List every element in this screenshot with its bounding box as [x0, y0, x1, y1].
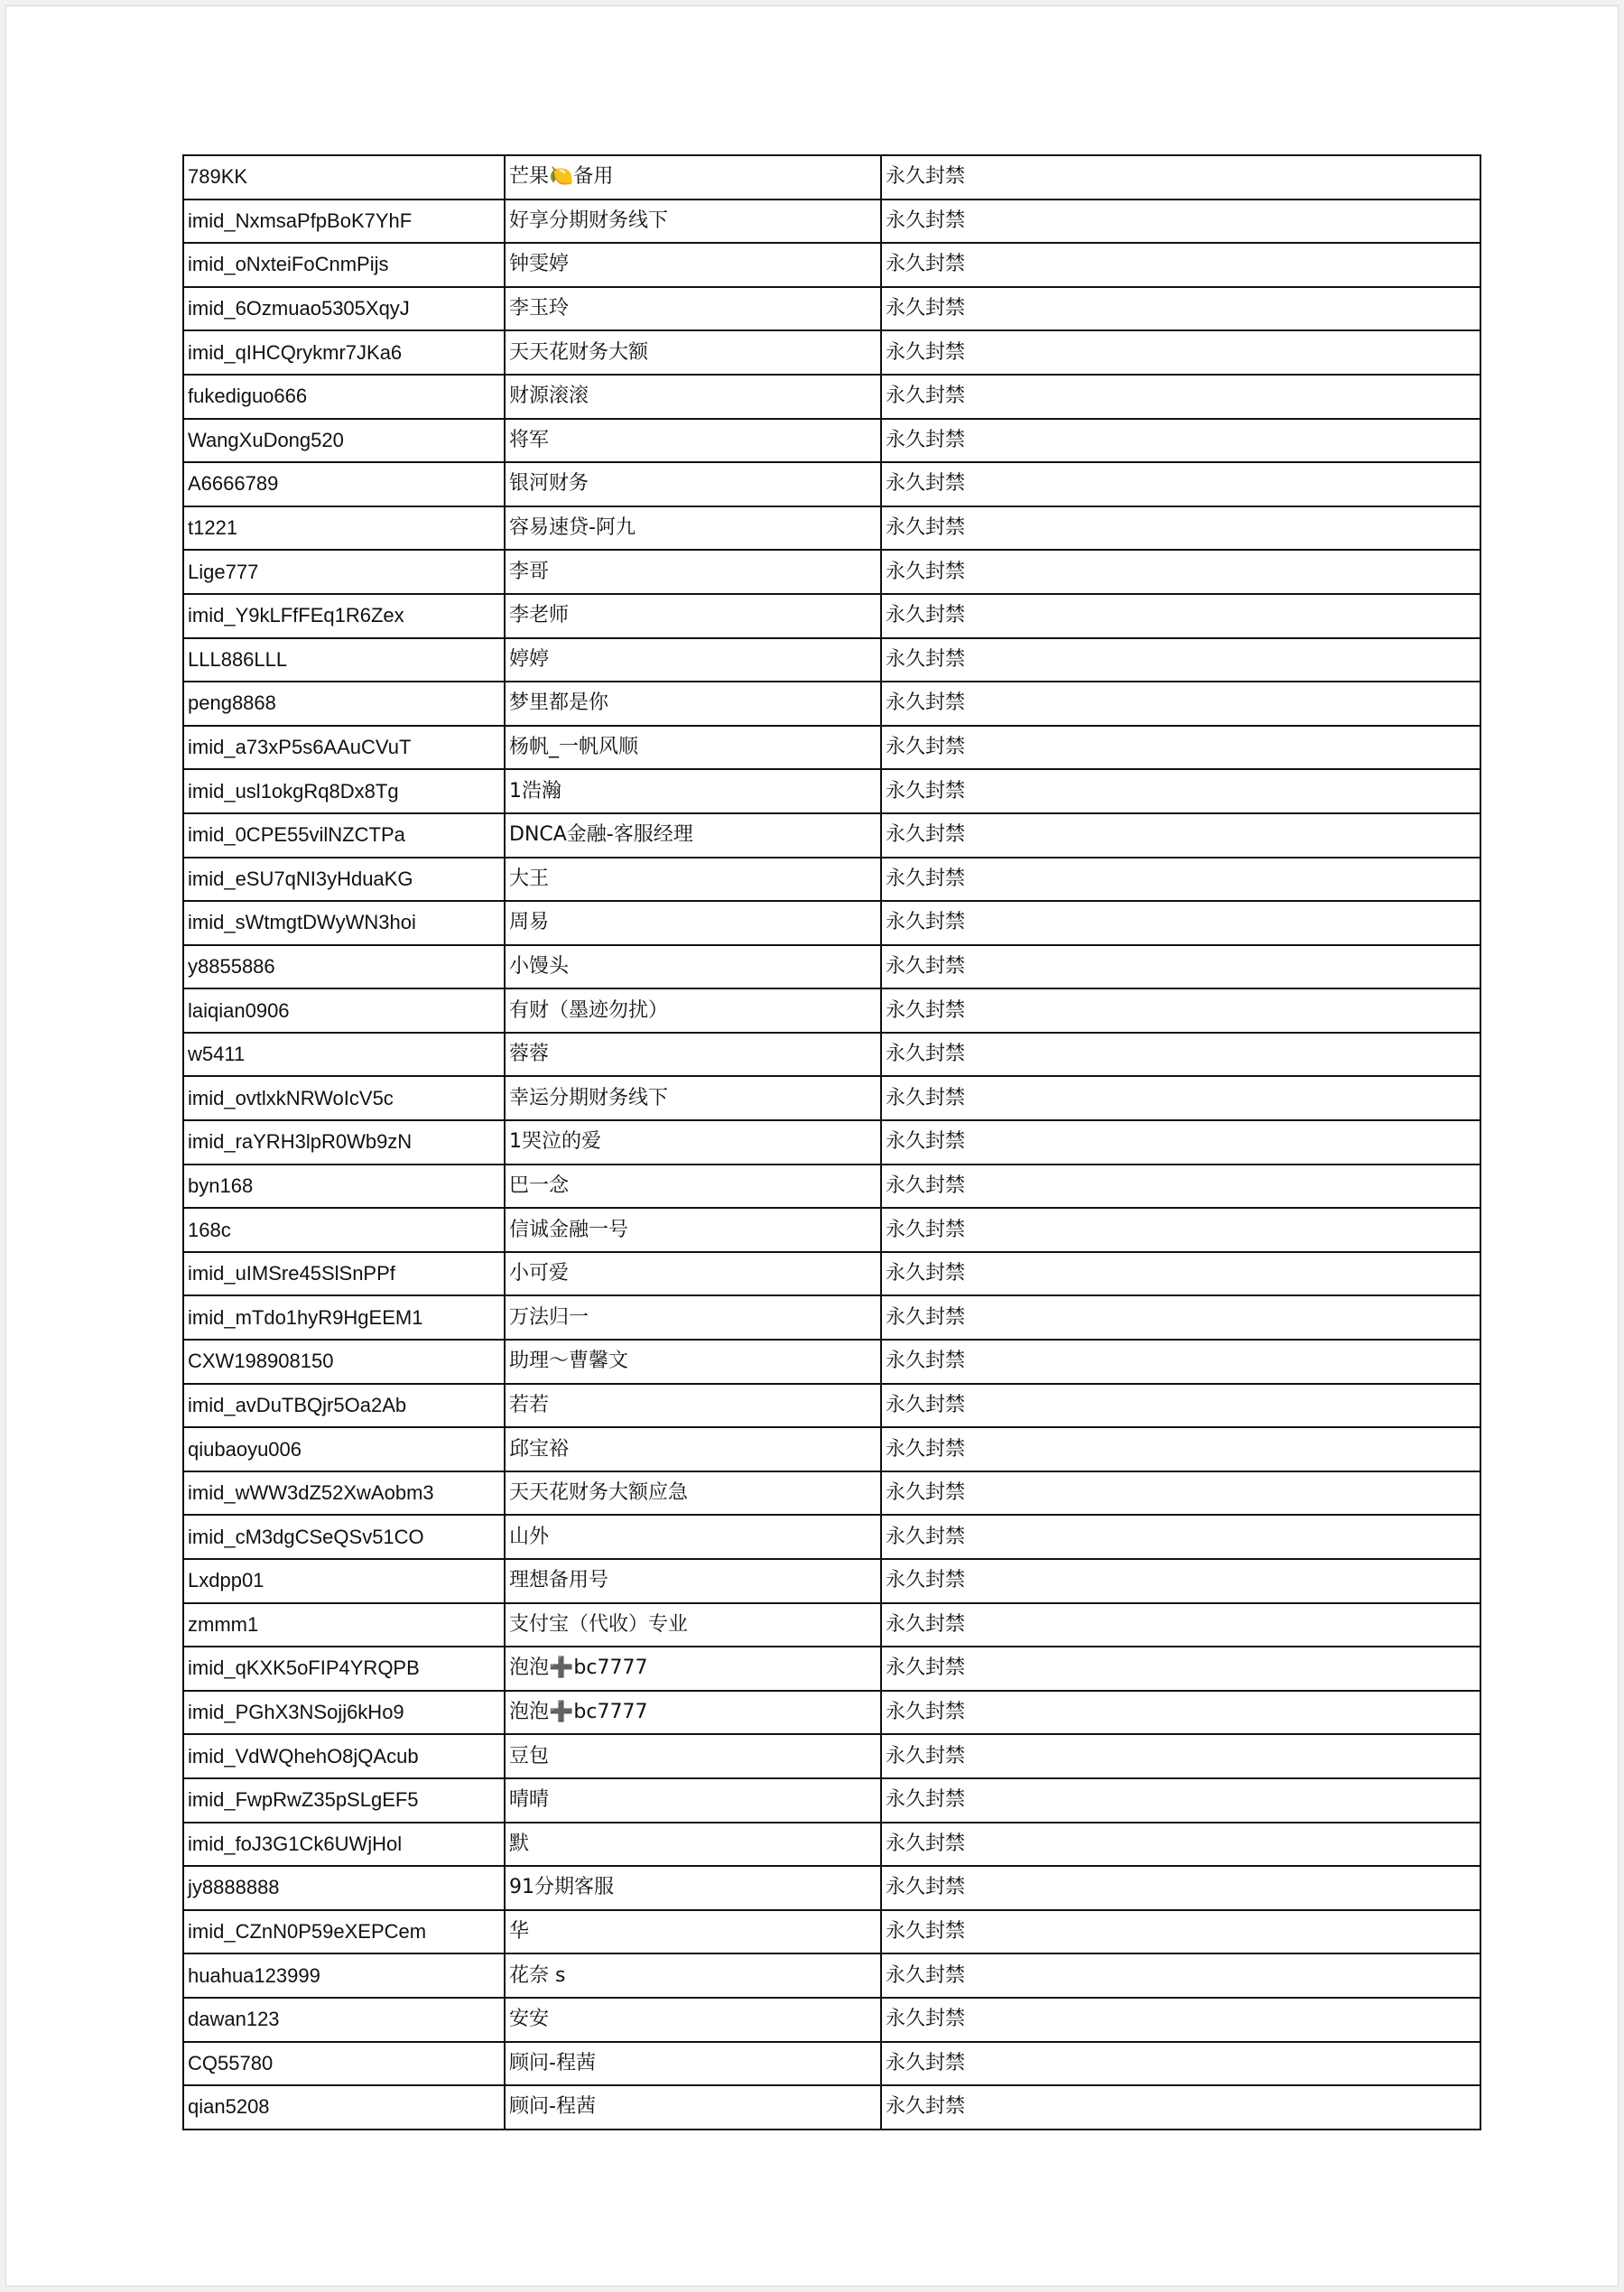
nickname-cell: 芒果🍋备用	[505, 155, 881, 200]
table-row	[183, 901, 1480, 945]
table-row	[183, 769, 1480, 813]
username-cell: CXW198908150	[183, 1340, 505, 1384]
username-cell: Lige777	[183, 550, 505, 594]
table-row	[183, 1208, 1480, 1252]
status-cell: 永久封禁	[881, 1778, 1480, 1823]
username-cell: LLL886LLL	[183, 638, 505, 682]
table-row	[183, 813, 1480, 858]
table-row	[183, 2042, 1480, 2086]
username-cell: imid_0CPE55vilNZCTPa	[183, 813, 505, 858]
username-cell: imid_CZnN0P59eXEPCem	[183, 1910, 505, 1954]
status-cell: 永久封禁	[881, 462, 1480, 506]
status-cell: 永久封禁	[881, 375, 1480, 419]
username-cell: jy8888888	[183, 1866, 505, 1910]
table-row	[183, 155, 1480, 200]
status-cell: 永久封禁	[881, 1910, 1480, 1954]
status-cell: 永久封禁	[881, 1647, 1480, 1691]
table-row	[183, 594, 1480, 638]
nickname-cell: 天天花财务大额应急	[505, 1471, 881, 1516]
username-cell: fukediguo666	[183, 375, 505, 419]
nickname-cell: 财源滚滚	[505, 375, 881, 419]
table-row	[183, 1734, 1480, 1778]
nickname-cell: 支付宝（代收）专业	[505, 1603, 881, 1647]
username-cell: imid_usl1okgRq8Dx8Tg	[183, 769, 505, 813]
nickname-cell: 安安	[505, 1998, 881, 2042]
status-cell: 永久封禁	[881, 1953, 1480, 1998]
table-row	[183, 462, 1480, 506]
status-cell: 永久封禁	[881, 1340, 1480, 1384]
status-cell: 永久封禁	[881, 1427, 1480, 1471]
status-cell: 永久封禁	[881, 287, 1480, 331]
nickname-cell: 91分期客服	[505, 1866, 881, 1910]
nickname-cell: 邱宝裕	[505, 1427, 881, 1471]
table-row	[183, 330, 1480, 375]
status-cell: 永久封禁	[881, 1295, 1480, 1340]
status-cell: 永久封禁	[881, 1165, 1480, 1209]
username-cell: imid_Y9kLFfFEq1R6Zex	[183, 594, 505, 638]
username-cell: t1221	[183, 506, 505, 551]
table-row	[183, 1471, 1480, 1516]
status-cell: 永久封禁	[881, 506, 1480, 551]
nickname-cell: 小可爱	[505, 1252, 881, 1296]
username-cell: imid_FwpRwZ35pSLgEF5	[183, 1778, 505, 1823]
status-cell: 永久封禁	[881, 726, 1480, 770]
username-cell: CQ55780	[183, 2042, 505, 2086]
table-row	[183, 1384, 1480, 1428]
username-cell: byn168	[183, 1165, 505, 1209]
table-row	[183, 1691, 1480, 1735]
table-row	[183, 243, 1480, 287]
table-row	[183, 375, 1480, 419]
nickname-cell: 小馒头	[505, 945, 881, 989]
nickname-cell: 银河财务	[505, 462, 881, 506]
username-cell: imid_mTdo1hyR9HgEEM1	[183, 1295, 505, 1340]
status-cell: 永久封禁	[881, 1603, 1480, 1647]
username-cell: WangXuDong520	[183, 419, 505, 463]
nickname-cell: 1哭泣的爱	[505, 1120, 881, 1165]
table-row	[183, 1866, 1480, 1910]
username-cell: y8855886	[183, 945, 505, 989]
nickname-cell: 杨帆_一帆风顺	[505, 726, 881, 770]
table-row	[183, 287, 1480, 331]
username-cell: imid_sWtmgtDWyWN3hoi	[183, 901, 505, 945]
status-cell: 永久封禁	[881, 550, 1480, 594]
table-row	[183, 638, 1480, 682]
nickname-cell: 婷婷	[505, 638, 881, 682]
table-row	[183, 1252, 1480, 1296]
nickname-cell: 豆包	[505, 1734, 881, 1778]
nickname-cell: 1浩瀚	[505, 769, 881, 813]
table-row	[183, 2085, 1480, 2130]
status-cell: 永久封禁	[881, 858, 1480, 902]
nickname-cell: 若若	[505, 1384, 881, 1428]
table-row	[183, 550, 1480, 594]
username-cell: imid_6Ozmuao5305XqyJ	[183, 287, 505, 331]
table-row	[183, 1823, 1480, 1867]
status-cell: 永久封禁	[881, 1515, 1480, 1559]
username-cell: 168c	[183, 1208, 505, 1252]
nickname-cell: 顾问-程茜	[505, 2085, 881, 2130]
username-cell: imid_qKXK5oFIP4YRQPB	[183, 1647, 505, 1691]
table-row	[183, 945, 1480, 989]
nickname-cell: 李老师	[505, 594, 881, 638]
username-cell: Lxdpp01	[183, 1559, 505, 1603]
table-row	[183, 682, 1480, 726]
table-row	[183, 1340, 1480, 1384]
status-cell: 永久封禁	[881, 1734, 1480, 1778]
table-row	[183, 726, 1480, 770]
username-cell: imid_ovtlxkNRWoIcV5c	[183, 1076, 505, 1120]
ban-list-body	[183, 155, 1480, 2130]
username-cell: qian5208	[183, 2085, 505, 2130]
document-page	[5, 5, 1619, 2287]
nickname-cell: 顾问-程茜	[505, 2042, 881, 2086]
status-cell: 永久封禁	[881, 682, 1480, 726]
status-cell: 永久封禁	[881, 1076, 1480, 1120]
username-cell: imid_cM3dgCSeQSv51CO	[183, 1515, 505, 1559]
table-row	[183, 1165, 1480, 1209]
status-cell: 永久封禁	[881, 1866, 1480, 1910]
username-cell: imid_VdWQhehO8jQAcub	[183, 1734, 505, 1778]
status-cell: 永久封禁	[881, 594, 1480, 638]
username-cell: imid_oNxteiFoCnmPijs	[183, 243, 505, 287]
nickname-cell: 钟雯婷	[505, 243, 881, 287]
status-cell: 永久封禁	[881, 419, 1480, 463]
nickname-cell: 将军	[505, 419, 881, 463]
nickname-cell: 李哥	[505, 550, 881, 594]
nickname-cell: 梦里都是你	[505, 682, 881, 726]
table-row	[183, 506, 1480, 551]
status-cell: 永久封禁	[881, 200, 1480, 244]
nickname-cell: 有财（墨迹勿扰）	[505, 988, 881, 1033]
username-cell: laiqian0906	[183, 988, 505, 1033]
username-cell: imid_avDuTBQjr5Oa2Ab	[183, 1384, 505, 1428]
status-cell: 永久封禁	[881, 769, 1480, 813]
status-cell: 永久封禁	[881, 813, 1480, 858]
table-row	[183, 1427, 1480, 1471]
table-row	[183, 1953, 1480, 1998]
table-row	[183, 1515, 1480, 1559]
status-cell: 永久封禁	[881, 2042, 1480, 2086]
table-row	[183, 1998, 1480, 2042]
nickname-cell: 信诚金融一号	[505, 1208, 881, 1252]
table-row	[183, 858, 1480, 902]
username-cell: imid_uIMSre45SlSnPPf	[183, 1252, 505, 1296]
table-row	[183, 1559, 1480, 1603]
nickname-cell: 周易	[505, 901, 881, 945]
status-cell: 永久封禁	[881, 638, 1480, 682]
status-cell: 永久封禁	[881, 945, 1480, 989]
status-cell: 永久封禁	[881, 1384, 1480, 1428]
nickname-cell: 李玉玲	[505, 287, 881, 331]
nickname-cell: 泡泡➕bc7777	[505, 1691, 881, 1735]
status-cell: 永久封禁	[881, 1208, 1480, 1252]
nickname-cell: 助理～曹馨文	[505, 1340, 881, 1384]
username-cell: imid_foJ3G1Ck6UWjHol	[183, 1823, 505, 1867]
table-row	[183, 1603, 1480, 1647]
table-row	[183, 1076, 1480, 1120]
table-row	[183, 988, 1480, 1033]
username-cell: dawan123	[183, 1998, 505, 2042]
table-row	[183, 1033, 1480, 1077]
username-cell: imid_raYRH3lpR0Wb9zN	[183, 1120, 505, 1165]
nickname-cell: 容易速贷-阿九	[505, 506, 881, 551]
nickname-cell: 好享分期财务线下	[505, 200, 881, 244]
nickname-cell: 花奈 s	[505, 1953, 881, 1998]
table-row	[183, 1647, 1480, 1691]
nickname-cell: 默	[505, 1823, 881, 1867]
username-cell: peng8868	[183, 682, 505, 726]
nickname-cell: 华	[505, 1910, 881, 1954]
table-row	[183, 1120, 1480, 1165]
nickname-cell: 蓉蓉	[505, 1033, 881, 1077]
table-row	[183, 419, 1480, 463]
nickname-cell: 晴晴	[505, 1778, 881, 1823]
status-cell: 永久封禁	[881, 155, 1480, 200]
status-cell: 永久封禁	[881, 2085, 1480, 2130]
username-cell: w5411	[183, 1033, 505, 1077]
username-cell: 789KK	[183, 155, 505, 200]
table-row	[183, 1295, 1480, 1340]
status-cell: 永久封禁	[881, 1471, 1480, 1516]
status-cell: 永久封禁	[881, 901, 1480, 945]
status-cell: 永久封禁	[881, 1033, 1480, 1077]
nickname-cell: 大王	[505, 858, 881, 902]
username-cell: imid_qIHCQrykmr7JKa6	[183, 330, 505, 375]
nickname-cell: 泡泡➕bc7777	[505, 1647, 881, 1691]
username-cell: imid_a73xP5s6AAuCVuT	[183, 726, 505, 770]
table-row	[183, 1910, 1480, 1954]
username-cell: imid_eSU7qNI3yHduaKG	[183, 858, 505, 902]
status-cell: 永久封禁	[881, 330, 1480, 375]
status-cell: 永久封禁	[881, 988, 1480, 1033]
status-cell: 永久封禁	[881, 1691, 1480, 1735]
username-cell: imid_NxmsaPfpBoK7YhF	[183, 200, 505, 244]
nickname-cell: 巴一念	[505, 1165, 881, 1209]
username-cell: imid_wWW3dZ52XwAobm3	[183, 1471, 505, 1516]
status-cell: 永久封禁	[881, 1120, 1480, 1165]
username-cell: A6666789	[183, 462, 505, 506]
username-cell: imid_PGhX3NSojj6kHo9	[183, 1691, 505, 1735]
status-cell: 永久封禁	[881, 1252, 1480, 1296]
nickname-cell: 万法归一	[505, 1295, 881, 1340]
table-row	[183, 1778, 1480, 1823]
table-row	[183, 200, 1480, 244]
nickname-cell: DNCA金融-客服经理	[505, 813, 881, 858]
username-cell: qiubaoyu006	[183, 1427, 505, 1471]
username-cell: huahua123999	[183, 1953, 505, 1998]
nickname-cell: 天天花财务大额	[505, 330, 881, 375]
status-cell: 永久封禁	[881, 1823, 1480, 1867]
username-cell: zmmm1	[183, 1603, 505, 1647]
nickname-cell: 幸运分期财务线下	[505, 1076, 881, 1120]
status-cell: 永久封禁	[881, 243, 1480, 287]
status-cell: 永久封禁	[881, 1998, 1480, 2042]
ban-list-table	[182, 154, 1481, 2130]
status-cell: 永久封禁	[881, 1559, 1480, 1603]
nickname-cell: 理想备用号	[505, 1559, 881, 1603]
nickname-cell: 山外	[505, 1515, 881, 1559]
